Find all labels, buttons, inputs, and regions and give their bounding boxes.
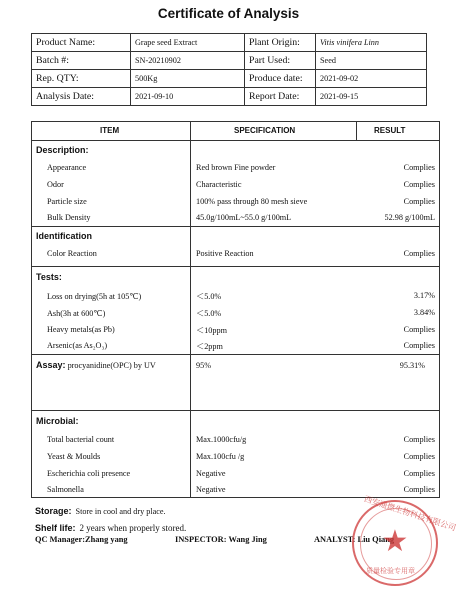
info-label: Analysis Date:	[32, 88, 131, 106]
row-spec: ＜5.0%	[196, 292, 222, 301]
info-row	[32, 88, 427, 106]
header-item: ITEM	[100, 126, 120, 135]
row-item: Bulk Density	[47, 213, 91, 222]
header-result: RESULT	[374, 126, 406, 135]
column-divider	[190, 410, 191, 498]
row-result: Complies	[403, 180, 435, 189]
section-assay	[32, 354, 439, 411]
assay-row	[36, 360, 156, 370]
section-identification	[32, 226, 439, 267]
seal-top-text: 西安通燃生物科技有限公司	[362, 494, 457, 533]
row-item: Odor	[47, 180, 64, 189]
product-info-table	[31, 33, 427, 106]
info-row	[32, 52, 427, 70]
row-result: 3.17%	[413, 291, 435, 300]
info-value: 500Kg	[131, 70, 245, 88]
row-result: Complies	[403, 452, 435, 461]
section-heading: Microbial:	[36, 416, 79, 426]
info-row	[32, 70, 427, 88]
storage-line	[35, 501, 166, 519]
info-label: Report Date:	[245, 88, 316, 106]
row-spec: 95%	[196, 361, 212, 370]
info-value: SN-20210902	[131, 52, 245, 70]
info-label: Batch #:	[32, 52, 131, 70]
shelf-life-line	[35, 518, 186, 536]
shelf-life-label: Shelf life:	[35, 523, 76, 533]
row-item: Ash(3h at 600℃)	[47, 309, 106, 318]
seal-star-icon: ★	[381, 524, 409, 559]
row-spec: Max.100cfu /g	[196, 452, 245, 461]
info-value: 2021-09-02	[316, 70, 427, 88]
section-heading: Identification	[36, 231, 92, 241]
shelf-life-value: 2 years when properly stored.	[79, 523, 187, 533]
row-item: Appearance	[47, 163, 87, 172]
row-spec: 45.0g/100mL~55.0 g/100mL	[196, 213, 292, 222]
row-spec: Max.1000cfu/g	[196, 435, 247, 444]
column-divider	[190, 140, 191, 226]
column-divider	[356, 122, 357, 140]
document-title: Certificate of Analysis	[157, 6, 300, 21]
row-result: Complies	[403, 163, 435, 172]
section-microbial	[32, 410, 439, 498]
row-spec: 100% pass through 80 mesh sieve	[196, 197, 308, 206]
row-spec: Negative	[196, 469, 226, 478]
row-result: Complies	[403, 325, 435, 334]
storage-value: Store in cool and dry place.	[75, 507, 166, 516]
row-item: Loss on drying(5h at 105℃)	[47, 292, 142, 301]
row-spec: Characteristic	[196, 180, 242, 189]
section-description	[32, 140, 439, 227]
row-spec: Negative	[196, 485, 226, 494]
info-label: Produce date:	[245, 70, 316, 88]
row-item: procyanidine(OPC) by UV	[67, 361, 156, 370]
row-item: Total bacterial count	[47, 435, 115, 444]
row-result: Complies	[403, 469, 435, 478]
company-seal	[352, 494, 457, 586]
row-result: Complies	[403, 341, 435, 350]
section-heading: Tests:	[36, 272, 62, 282]
row-spec: ＜5.0%	[196, 309, 222, 318]
row-spec: Red brown Fine powder	[196, 163, 276, 172]
row-item: Yeast & Moulds	[47, 452, 101, 461]
section-tests	[32, 266, 439, 355]
info-label: Part Used:	[245, 52, 316, 70]
row-result: Complies	[403, 197, 435, 206]
row-result: 3.84%	[413, 308, 435, 317]
table-header	[32, 122, 439, 141]
column-divider	[190, 266, 191, 354]
row-result: Complies	[403, 435, 435, 444]
info-value: Vitis vinifera Linn	[316, 34, 427, 52]
row-spec: Positive Reaction	[196, 249, 254, 258]
row-result: Complies	[403, 249, 435, 258]
info-value: 2021-09-15	[316, 88, 427, 106]
info-label: Product Name:	[32, 34, 131, 52]
seal-bottom-text: 质量检验专用章	[366, 567, 415, 575]
info-value: Seed	[316, 52, 427, 70]
row-result: 52.98 g/100mL	[384, 213, 435, 222]
row-item: Salmonella	[47, 485, 84, 494]
header-specification: SPECIFICATION	[234, 126, 296, 135]
column-divider	[190, 122, 191, 140]
inspector: INSPECTOR: Wang Jing	[175, 535, 267, 544]
row-item: Particle size	[47, 197, 87, 206]
qc-manager: QC Manager:Zhang yang	[35, 535, 128, 544]
info-value: Grape seed Extract	[131, 34, 245, 52]
row-item: Arsenic(as As₂O₃)	[47, 341, 108, 350]
section-heading: Description:	[36, 145, 89, 155]
row-result: 95.31%	[399, 361, 425, 370]
info-label: Plant Origin:	[245, 34, 316, 52]
info-value: 2021-09-10	[131, 88, 245, 106]
row-spec: ＜2ppm	[196, 342, 223, 351]
row-result: Complies	[403, 485, 435, 494]
analyst: ANALYST: Liu Qiang	[314, 535, 395, 544]
row-item: Escherichia coli presence	[47, 469, 131, 478]
info-row	[32, 34, 427, 52]
column-divider	[190, 226, 191, 266]
section-heading: Assay:	[36, 360, 66, 370]
storage-label: Storage:	[35, 506, 72, 516]
info-label: Rep. QTY:	[32, 70, 131, 88]
column-divider	[190, 354, 191, 410]
analysis-table	[31, 121, 440, 498]
row-item: Heavy metals(as Pb)	[47, 325, 115, 334]
row-item: Color Reaction	[47, 249, 97, 258]
row-spec: ＜10ppm	[196, 326, 227, 335]
